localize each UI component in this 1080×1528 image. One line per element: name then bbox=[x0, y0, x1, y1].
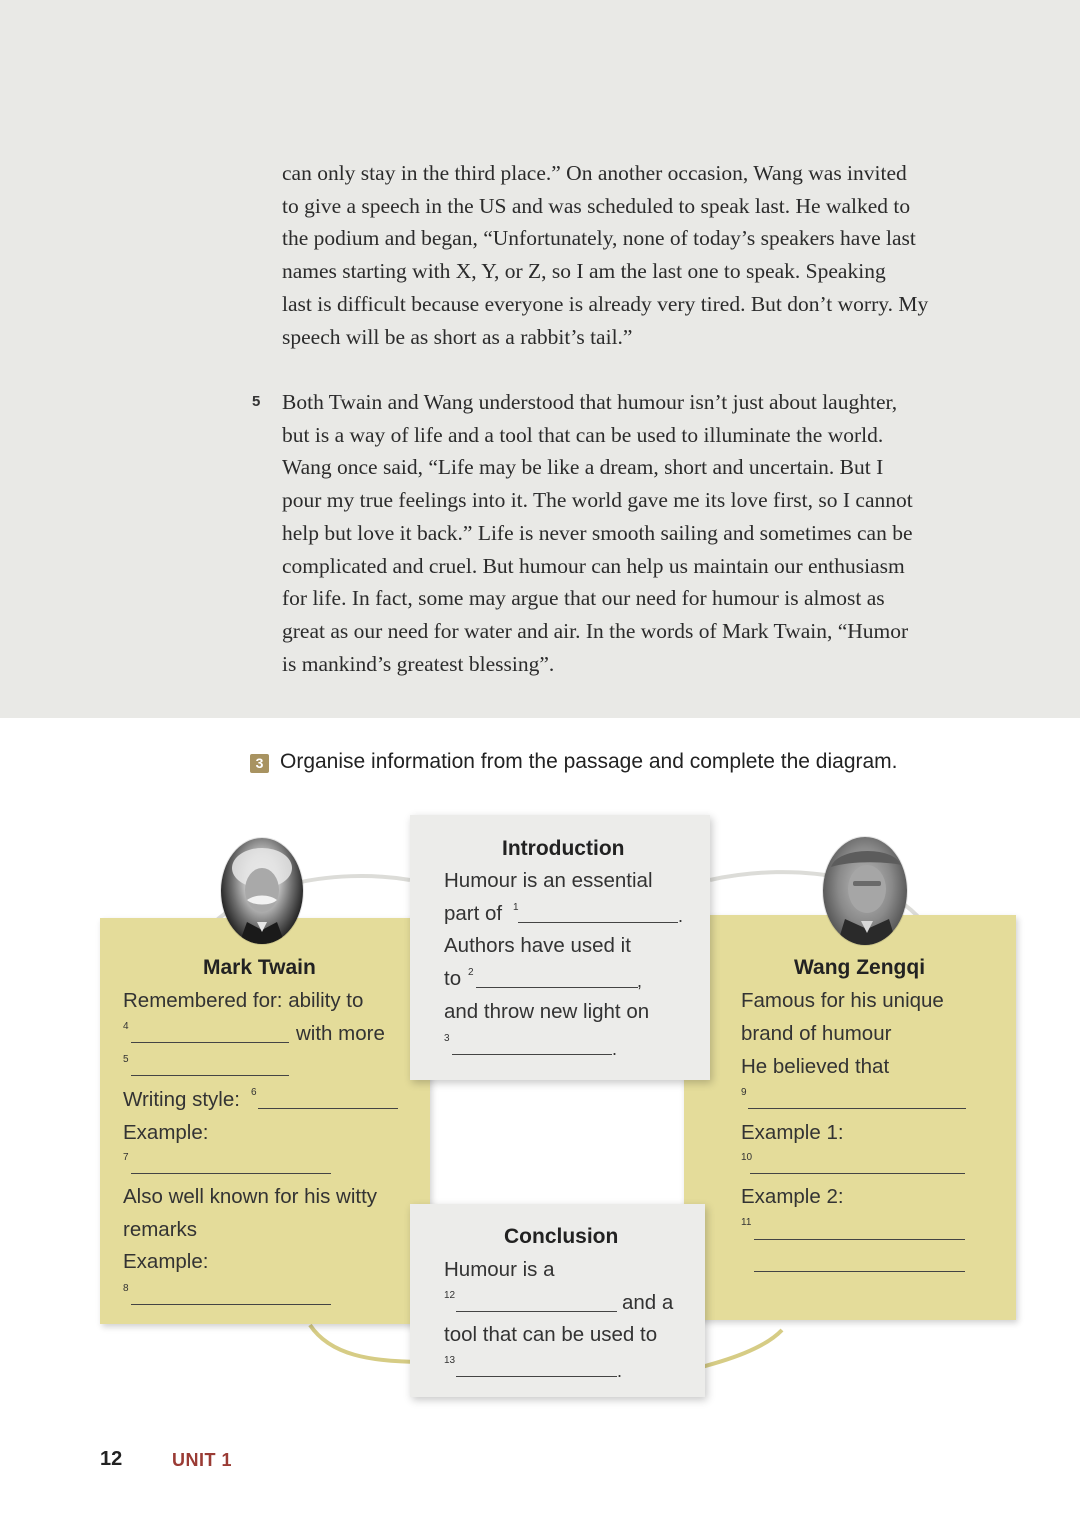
wang-famous-text: Famous for his unique bbox=[741, 989, 944, 1012]
blank-number-8: 8 bbox=[123, 1283, 129, 1294]
intro-line-part-of: part of bbox=[444, 902, 503, 925]
blank-number-3: 3 bbox=[444, 1033, 450, 1044]
punctuation: . bbox=[612, 1039, 618, 1059]
answer-blank-9[interactable] bbox=[748, 1108, 966, 1109]
passage-line: speech will be as short as a rabbit’s tail.” bbox=[282, 324, 633, 349]
passage-line: is mankind’s greatest blessing”. bbox=[282, 651, 555, 676]
wang-zengqi-heading: Wang Zengqi bbox=[794, 956, 926, 979]
twain-writing-style-label: Writing style: bbox=[123, 1088, 240, 1111]
wang-example-1-label: Example 1: bbox=[741, 1121, 844, 1144]
paragraph-number: 5 bbox=[252, 393, 261, 410]
blank-number-6: 6 bbox=[251, 1087, 257, 1098]
wang-zengqi-portrait bbox=[823, 837, 907, 945]
twain-witty-text: Also well known for his witty bbox=[123, 1185, 378, 1208]
passage-line: pour my true feelings into it. The world gave me its love first, so I cannot bbox=[282, 488, 913, 513]
answer-blank-2[interactable] bbox=[476, 987, 638, 988]
passage-line: last is difficult because everyone is already very tired. But don’t worry. My bbox=[282, 291, 929, 316]
activity-number-badge: 3 bbox=[250, 754, 269, 773]
blank-number-2: 2 bbox=[468, 967, 474, 978]
arc-twain-to-conclusion bbox=[310, 1325, 425, 1362]
passage-line: can only stay in the third place.” On another occasion, Wang was invited bbox=[282, 161, 907, 185]
passage-line: Wang once said, “Life may be like a dream, short and uncertain. But I bbox=[282, 455, 884, 480]
twain-with-more-text: with more bbox=[296, 1022, 385, 1045]
mark-twain-panel bbox=[100, 918, 430, 1324]
wang-believed-text: He believed that bbox=[741, 1055, 890, 1078]
twain-remarks-text: remarks bbox=[123, 1218, 198, 1241]
conclusion-line-humour: Humour is a bbox=[444, 1258, 555, 1281]
punctuation: , bbox=[637, 971, 643, 991]
activity-instruction: Organise information from the passage and complete the diagram. bbox=[280, 750, 898, 773]
answer-blank-3[interactable] bbox=[452, 1054, 612, 1055]
twain-example-label: Example: bbox=[123, 1121, 209, 1144]
blank-number-7: 7 bbox=[123, 1152, 129, 1163]
blank-number-12: 12 bbox=[444, 1290, 456, 1301]
paragraph-4 bbox=[282, 157, 992, 353]
blank-number-13: 13 bbox=[444, 1355, 456, 1366]
paragraph-5 bbox=[282, 386, 992, 680]
passage-line: help but love it back.” Life is never smooth sailing and sometimes can be bbox=[282, 520, 913, 545]
wang-zengqi-panel bbox=[684, 915, 1016, 1320]
conclusion-card bbox=[410, 1204, 705, 1397]
blank-number-4: 4 bbox=[123, 1021, 129, 1032]
blank-number-1: 1 bbox=[513, 902, 519, 913]
answer-blank-4[interactable] bbox=[131, 1042, 289, 1043]
passage-line: great as our need for water and air. In the words of Mark Twain, “Humor bbox=[282, 618, 909, 643]
passage-line: the podium and began, “Unfortunately, none of today’s speakers have last bbox=[282, 226, 916, 251]
passage-line: for life. In fact, some may argue that our need for humour is almost as bbox=[282, 586, 885, 611]
introduction-heading: Introduction bbox=[502, 837, 625, 860]
wang-zengqi-portrait-drawing bbox=[823, 837, 907, 945]
unit-label: UNIT 1 bbox=[172, 1450, 233, 1470]
conclusion-and-a-text: and a bbox=[622, 1291, 674, 1314]
mark-twain-portrait bbox=[221, 838, 303, 944]
twain-example-label-2: Example: bbox=[123, 1250, 209, 1273]
conclusion-heading: Conclusion bbox=[504, 1225, 619, 1248]
passage-line: names starting with X, Y, or Z, so I am the last one to speak. Speaking bbox=[282, 259, 886, 284]
mark-twain-heading: Mark Twain bbox=[203, 956, 316, 979]
page-number: 12 bbox=[100, 1448, 123, 1470]
answer-blank-1[interactable] bbox=[518, 922, 678, 923]
mark-twain-portrait-drawing bbox=[221, 838, 303, 944]
intro-line-authors: Authors have used it bbox=[444, 934, 631, 957]
wang-example-2-label: Example 2: bbox=[741, 1185, 844, 1208]
passage-line: but is a way of life and a tool that can be used to illuminate the world. bbox=[282, 422, 884, 447]
punctuation: . bbox=[678, 906, 684, 926]
answer-blank-10[interactable] bbox=[750, 1173, 965, 1174]
conclusion-line-tool: tool that can be used to bbox=[444, 1323, 658, 1346]
punctuation: . bbox=[617, 1361, 623, 1381]
wang-brand-text: brand of humour bbox=[741, 1022, 892, 1045]
answer-blank-13[interactable] bbox=[456, 1376, 617, 1377]
intro-line-to: to bbox=[444, 967, 462, 990]
blank-number-9: 9 bbox=[741, 1087, 747, 1098]
answer-blank-6[interactable] bbox=[258, 1108, 398, 1109]
answer-blank-11-extra[interactable] bbox=[754, 1271, 965, 1272]
passage-line: complicated and cruel. But humour can help us maintain our enthusiasm bbox=[282, 553, 905, 578]
passage-line: Both Twain and Wang understood that humour isn’t just about laughter, bbox=[282, 390, 898, 414]
intro-line-essential: Humour is an essential bbox=[444, 869, 653, 892]
introduction-card bbox=[410, 815, 710, 1080]
answer-blank-12[interactable] bbox=[456, 1311, 617, 1312]
answer-blank-11[interactable] bbox=[754, 1239, 965, 1240]
answer-blank-5[interactable] bbox=[131, 1075, 289, 1076]
blank-number-11: 11 bbox=[741, 1217, 752, 1228]
blank-number-5: 5 bbox=[123, 1054, 129, 1065]
answer-blank-8[interactable] bbox=[131, 1304, 331, 1305]
passage-line: to give a speech in the US and was scheduled to speak last. He walked to bbox=[282, 193, 911, 218]
twain-remembered-label: Remembered for: ability to bbox=[123, 989, 364, 1012]
reading-passage bbox=[0, 0, 1080, 718]
answer-blank-7[interactable] bbox=[131, 1173, 331, 1174]
intro-line-throw-light: and throw new light on bbox=[444, 1000, 650, 1023]
blank-number-10: 10 bbox=[741, 1152, 753, 1163]
